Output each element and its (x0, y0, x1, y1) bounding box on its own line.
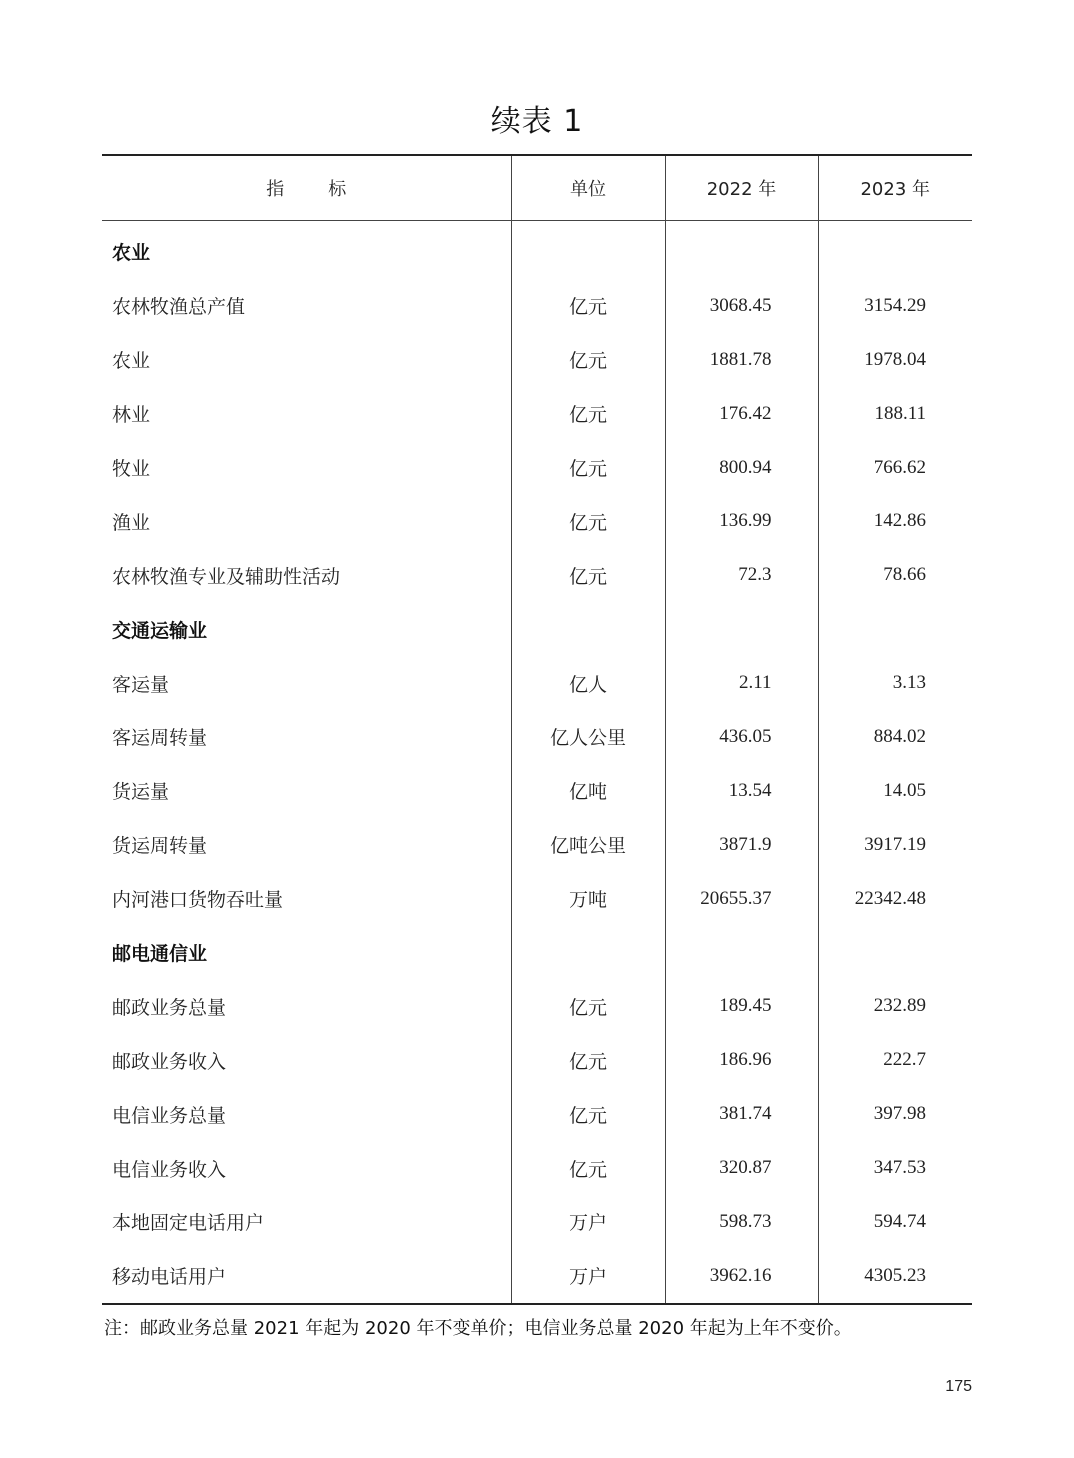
header-indicator-char-2: 标 (328, 179, 347, 200)
value-2022-cell: 3871.9 (665, 818, 818, 872)
unit-cell: 亿元 (511, 441, 665, 495)
value-2023-cell: 766.62 (818, 441, 972, 495)
table-row (102, 710, 972, 764)
value-2023-cell: 232.89 (818, 979, 972, 1033)
section-title-cell: 邮电通信业 (112, 943, 208, 966)
value-2022-cell: 20655.37 (665, 872, 818, 926)
unit-cell (511, 602, 665, 656)
value-2022-cell: 436.05 (665, 710, 818, 764)
table-row (102, 1087, 972, 1141)
value-2023-cell: 188.11 (818, 387, 972, 441)
page-title: 续表 1 (490, 104, 584, 139)
unit-cell: 亿元 (511, 387, 665, 441)
value-2022-cell: 72.3 (665, 548, 818, 602)
unit-cell: 万吨 (511, 872, 665, 926)
header-year-2022: 2022 年 (665, 155, 818, 221)
unit-cell: 亿元 (511, 494, 665, 548)
value-2022-cell: 800.94 (665, 441, 818, 495)
table-row (102, 494, 972, 548)
value-2022-cell (665, 926, 818, 980)
value-2023-cell: 14.05 (818, 764, 972, 818)
unit-cell: 亿人公里 (511, 710, 665, 764)
indicator-name-cell: 农业 (112, 350, 151, 373)
indicator-name-cell: 邮政业务收入 (112, 1050, 227, 1073)
indicator-name-cell: 客运量 (112, 673, 170, 696)
header-indicator (102, 155, 511, 221)
value-2023-cell: 22342.48 (818, 872, 972, 926)
table-row (102, 1249, 972, 1304)
value-2023-cell (818, 221, 972, 279)
table-row (102, 872, 972, 926)
unit-cell (511, 926, 665, 980)
unit-cell: 亿吨 (511, 764, 665, 818)
indicator-name-cell: 货运周转量 (112, 835, 208, 858)
table-row (102, 333, 972, 387)
value-2023-cell (818, 926, 972, 980)
table-row (102, 1195, 972, 1249)
indicator-name-cell: 农林牧渔总产值 (112, 296, 246, 319)
value-2022-cell: 176.42 (665, 387, 818, 441)
indicator-name-cell: 电信业务收入 (112, 1158, 227, 1181)
indicator-name-cell: 电信业务总量 (112, 1104, 227, 1127)
value-2023-cell (818, 602, 972, 656)
table-section-row (102, 221, 972, 279)
table-row (102, 548, 972, 602)
value-2023-cell: 3154.29 (818, 279, 972, 333)
table-row (102, 1033, 972, 1087)
indicator-name-cell: 客运周转量 (112, 727, 208, 750)
table-row (102, 979, 972, 1033)
statistics-table (102, 154, 972, 1305)
table-header (102, 155, 972, 221)
unit-cell (511, 221, 665, 279)
value-2022-cell: 3962.16 (665, 1249, 818, 1304)
value-2022-cell: 1881.78 (665, 333, 818, 387)
value-2023-cell: 884.02 (818, 710, 972, 764)
value-2022-cell: 136.99 (665, 494, 818, 548)
indicator-name-cell: 牧业 (112, 458, 151, 480)
statistics-table-container (102, 154, 972, 1305)
value-2023-cell: 1978.04 (818, 333, 972, 387)
header-indicator-char-1: 指 (266, 179, 285, 200)
value-2022-cell: 598.73 (665, 1195, 818, 1249)
header-year-2023: 2023 年 (818, 155, 972, 221)
indicator-name-cell: 内河港口货物吞吐量 (112, 889, 284, 912)
table-row (102, 1141, 972, 1195)
indicator-name-cell: 移动电话用户 (112, 1266, 227, 1289)
table-body (102, 221, 972, 1304)
value-2022-cell: 3068.45 (665, 279, 818, 333)
unit-cell: 亿吨公里 (511, 818, 665, 872)
indicator-name-cell: 货运量 (112, 781, 170, 804)
indicator-name-cell: 本地固定电话用户 (112, 1212, 265, 1235)
indicator-name-cell: 农林牧渔专业及辅助性活动 (112, 565, 341, 588)
unit-cell: 万户 (511, 1249, 665, 1304)
unit-cell: 亿元 (511, 1033, 665, 1087)
value-2022-cell: 320.87 (665, 1141, 818, 1195)
table-section-row (102, 602, 972, 656)
value-2022-cell: 189.45 (665, 979, 818, 1033)
unit-cell: 万户 (511, 1195, 665, 1249)
value-2023-cell: 397.98 (818, 1087, 972, 1141)
value-2023-cell: 3.13 (818, 656, 972, 710)
section-title-cell: 农业 (112, 242, 151, 265)
indicator-name-cell: 渔业 (112, 511, 151, 534)
value-2023-cell: 594.74 (818, 1195, 972, 1249)
value-2022-cell: 381.74 (665, 1087, 818, 1141)
table-row (102, 387, 972, 441)
value-2023-cell: 347.53 (818, 1141, 972, 1195)
unit-cell: 亿元 (511, 548, 665, 602)
unit-cell: 亿元 (511, 333, 665, 387)
unit-cell: 亿元 (511, 979, 665, 1033)
value-2023-cell: 78.66 (818, 548, 972, 602)
table-row (102, 818, 972, 872)
unit-cell: 亿元 (511, 1087, 665, 1141)
unit-cell: 亿元 (511, 1141, 665, 1195)
value-2022-cell: 2.11 (665, 656, 818, 710)
page-number: 175 (945, 1378, 972, 1395)
value-2022-cell: 186.96 (665, 1033, 818, 1087)
table-row (102, 764, 972, 818)
indicator-name-cell: 邮政业务总量 (112, 996, 227, 1019)
value-2022-cell: 13.54 (665, 764, 818, 818)
value-2023-cell: 4305.23 (818, 1249, 972, 1304)
value-2023-cell: 3917.19 (818, 818, 972, 872)
table-section-row (102, 926, 972, 980)
section-title-cell: 交通运输业 (112, 619, 208, 642)
value-2022-cell (665, 602, 818, 656)
value-2023-cell: 142.86 (818, 494, 972, 548)
unit-cell: 亿人 (511, 656, 665, 710)
header-unit: 单位 (511, 155, 665, 221)
table-row (102, 279, 972, 333)
table-header-row (102, 155, 972, 221)
table-row (102, 441, 972, 495)
indicator-name-cell: 林业 (112, 404, 151, 427)
value-2022-cell (665, 221, 818, 279)
value-2023-cell: 222.7 (818, 1033, 972, 1087)
table-row (102, 656, 972, 710)
table-footnote: 注：邮政业务总量 2021 年起为 2020 年不变单价；电信业务总量 2020 年起为上年不变价。 (104, 1318, 852, 1339)
unit-cell: 亿元 (511, 279, 665, 333)
